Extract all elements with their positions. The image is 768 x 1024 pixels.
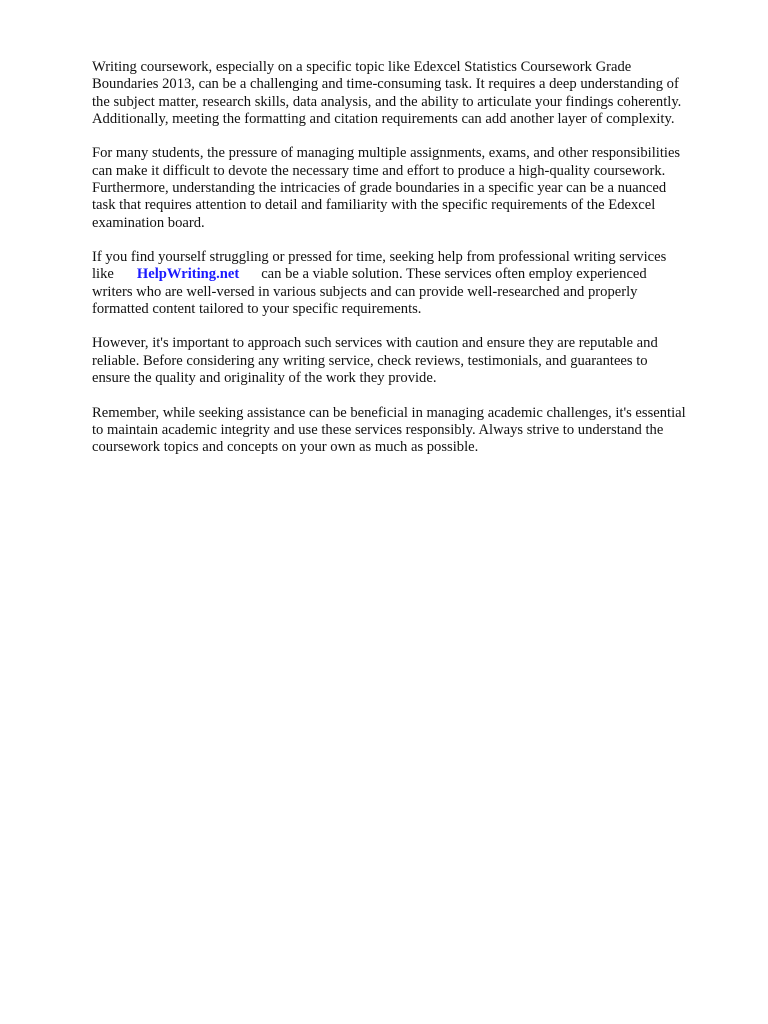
text-fragment: can be a viable solution. These services often employ experienced bbox=[261, 266, 647, 283]
text-line: the subject matter, research skills, data analysis, and the ability to articulate your findings coherently. bbox=[92, 93, 682, 110]
paragraph-integrity bbox=[92, 405, 732, 457]
text-line: coursework topics and concepts on your own as much as possible. bbox=[92, 439, 479, 456]
text-line: examination board. bbox=[92, 214, 205, 231]
document-body bbox=[92, 59, 732, 474]
helpwriting-link[interactable]: HelpWriting.net bbox=[136, 266, 240, 283]
text-line: reliable. Before considering any writing service, check reviews, testimonials, and guarantees to bbox=[92, 352, 648, 369]
paragraph-caution bbox=[92, 335, 732, 387]
text-line: Boundaries 2013, can be a challenging and time-consuming task. It requires a deep understanding of bbox=[92, 76, 679, 93]
text-line: to maintain academic integrity and use these services responsibly. Always strive to understand the bbox=[92, 421, 664, 438]
text-line: Additionally, meeting the formatting and citation requirements can add another layer of complexity. bbox=[92, 110, 675, 127]
text-line: If you find yourself struggling or pressed for time, seeking help from professional writing services bbox=[92, 249, 667, 266]
text-line: ensure the quality and originality of the work they provide. bbox=[92, 370, 437, 387]
text-line: However, it's important to approach such services with caution and ensure they are reputable and bbox=[92, 335, 658, 352]
text-line: task that requires attention to detail and familiarity with the specific requirements of the Edexcel bbox=[92, 197, 656, 214]
text-line: writers who are well-versed in various subjects and can provide well-researched and properly bbox=[92, 283, 638, 300]
text-line: Furthermore, understanding the intricacies of grade boundaries in a specific year can be a nuanced bbox=[92, 179, 667, 196]
paragraph-intro bbox=[92, 59, 732, 128]
text-line: For many students, the pressure of managing multiple assignments, exams, and other responsibilities bbox=[92, 145, 681, 162]
text-fragment: like bbox=[92, 266, 114, 283]
text-line: Writing coursework, especially on a specific topic like Edexcel Statistics Coursework Grade bbox=[92, 59, 632, 75]
paragraph-writing-services bbox=[92, 249, 732, 318]
text-line: Remember, while seeking assistance can be beneficial in managing academic challenges, it's essential bbox=[92, 404, 686, 421]
text-line-with-link bbox=[92, 266, 732, 283]
text-line: can make it difficult to devote the necessary time and effort to produce a high-quality coursework. bbox=[92, 162, 666, 179]
text-line: formatted content tailored to your specific requirements. bbox=[92, 300, 422, 317]
paragraph-students-pressure bbox=[92, 145, 732, 231]
